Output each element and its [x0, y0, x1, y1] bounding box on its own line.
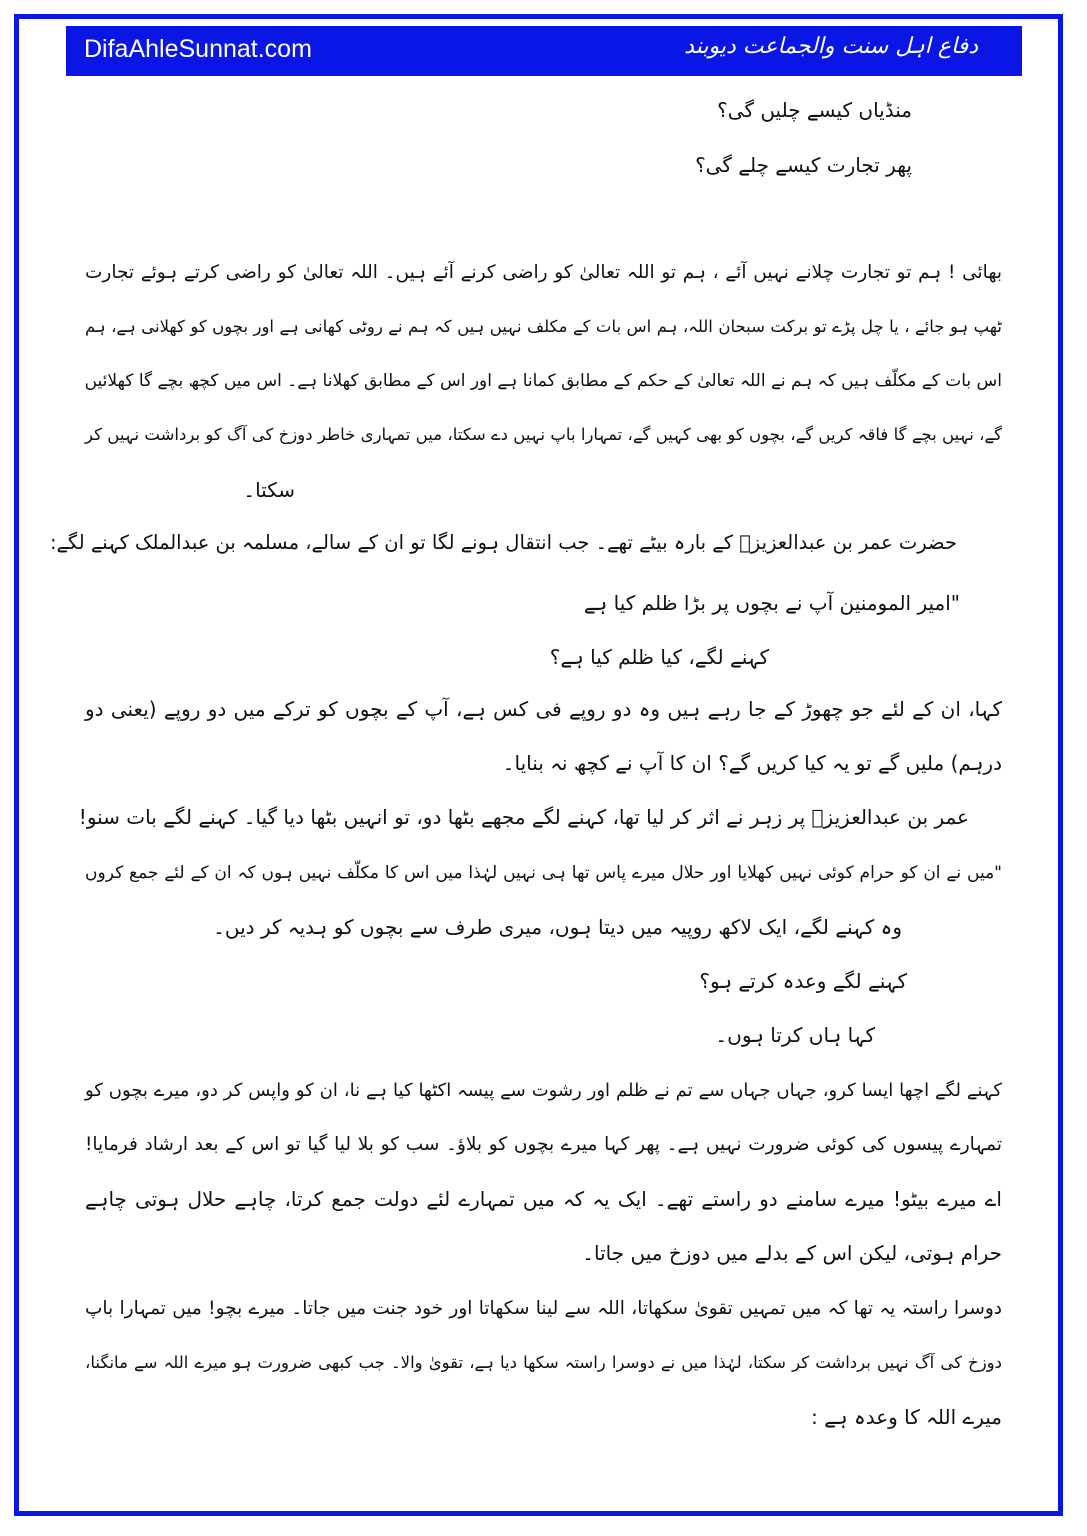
text-line: اے میرے بیٹو! میرے سامنے دو راستے تھے۔ ایک یہ کہ میں تمہارے لئے دولت جمع کرتا، چاہے حلال ہوتی چاہے	[85, 1187, 1002, 1211]
text-line: "میں نے ان کو حرام کوئی نہیں کھلایا اور حلال میرے پاس تھا ہی نہیں لہٰذا میں اس کا مکلّف نہیں ہوں کہ ان کے لئے جمع کروں	[85, 863, 1002, 883]
text-line: گے، نہیں بچے گا فاقہ کریں گے، بچوں کو بھی کہیں گے، تمہارا باپ نہیں دے سکتا، میں تمہاری خاطر دوزخ کی آگ کو برداشت نہیں کر	[85, 425, 1002, 444]
text-line: وہ کہنے لگے، ایک لاکھ روپیہ میں دیتا ہوں، میری طرف سے بچوں کو ہدیہ کر دیں۔	[213, 915, 902, 939]
text-line: درہم) ملیں گے تو یہ کیا کریں گے؟ ان کا آپ نے کچھ نہ بنایا۔	[502, 751, 1002, 775]
text-line: حضرت عمر بن عبدالعزیزؒ کے بارہ بیٹے تھے۔ جب انتقال ہونے لگا تو ان کے سالے، مسلمہ بن عبدالملک کہنے لگے:	[49, 531, 957, 554]
text-line: ٹھپ ہو جائے ، یا چل پڑے تو برکت سبحان اللہ، ہم اس بات کے مکلف نہیں ہیں کہ ہم نے روٹی کھانی ہے اور بچوں کو کھلانی ہے، ہم	[85, 317, 1002, 336]
text-line: کہا ہاں کرتا ہوں۔	[715, 1023, 875, 1047]
text-line: دوسرا راستہ یہ تھا کہ میں تمہیں تقویٰ سکھاتا، اللہ سے لینا سکھاتا اور خود جنت میں جاتا۔ میرے بچو! میں تمہارا باپ	[85, 1298, 1002, 1319]
text-line: اس بات کے مکلّف ہیں کہ ہم نے اللہ تعالیٰ کے حکم کے مطابق کمانا ہے اور اس کے مطابق کھلانا ہے۔ اس میں کچھ بچے گا کھلائیں	[84, 371, 1002, 391]
site-name: دفاع اہل سنت والجماعت دیوبند	[684, 34, 978, 59]
text-line: کہا، ان کے لئے جو چھوڑ کے جا رہے ہیں وہ دو روپے فی کس ہے، آپ کے بچوں کو ترکے میں دو روپے (یعنی دو	[85, 697, 1002, 721]
text-line: دوزخ کی آگ نہیں برداشت کر سکتا، لہٰذا میں نے دوسرا راستہ سکھا دیا ہے، تقویٰ والا۔ جب کبھی ضرورت ہو میرے اللہ سے مانگنا،	[85, 1353, 1002, 1372]
text-line: منڈیاں کیسے چلیں گی؟	[717, 98, 912, 122]
text-line: میرے اللہ کا وعدہ ہے :	[811, 1405, 1002, 1429]
text-line: سکتا۔	[243, 478, 295, 502]
text-line: پھر تجارت کیسے چلے گی؟	[695, 153, 912, 177]
site-url[interactable]: DifaAhleSunnat.com	[84, 35, 312, 63]
text-line: حرام ہوتی، لیکن اس کے بدلے میں دوزخ میں جاتا۔	[582, 1241, 1002, 1265]
text-line: کہنے لگے اچھا ایسا کرو، جہاں جہاں سے تم نے ظلم اور رشوت سے پیسہ اکٹھا کیا ہے نا، ان کو واپس کر دو، میرے بچوں کو	[85, 1080, 1002, 1101]
text-line: عمر بن عبدالعزیزؒ پر زہر نے اثر کر لیا تھا، کہنے لگے مجھے بٹھا دو، تو انہیں بٹھا دیا گیا۔ کہنے لگے بات سنو!	[78, 805, 969, 829]
text-line: کہنے لگے وعدہ کرتے ہو؟	[699, 969, 907, 993]
text-line: "امیر المومنین آپ نے بچوں پر بڑا ظلم کیا ہے	[583, 591, 960, 615]
header-banner	[66, 26, 1022, 76]
text-line: کہنے لگے، کیا ظلم کیا ہے؟	[549, 645, 769, 669]
text-line: بھائی ! ہم تو تجارت چلانے نہیں آئے ، ہم تو اللہ تعالیٰ کو راضی کرنے آئے ہیں۔ اللہ تعالیٰ کو راضی کرتے ہوئے تجارت	[85, 262, 1002, 283]
text-line: تمہارے پیسوں کی کوئی ضرورت نہیں ہے۔ پھر کہا میرے بچوں کو بلاؤ۔ سب کو بلا لیا گیا تو اس کے بعد ارشاد فرمایا!	[85, 1134, 1002, 1155]
